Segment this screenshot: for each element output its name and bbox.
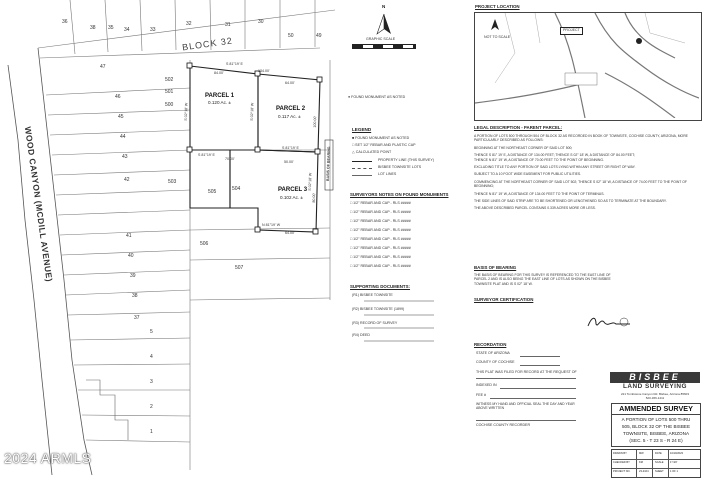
legal-paragraph-4: EXCLUDING TITLE TO ANY PORTION OF SAID LOTS LYING WITHIN ANY STREET OR RIGHT OF WAY. (474, 165, 636, 170)
legal-paragraph-7: THENCE N 81° 19' W, A DISTANCE OF 134.00 FEET TO THE POINT OF TERMINUS. (474, 191, 605, 196)
bearing-2: S 02°18' W (183, 102, 189, 121)
recordation-line-2: COUNTY OF COCHISE (476, 360, 515, 364)
legend-item-1: ■ FOUND MONUMENT AS NOTED (352, 136, 410, 140)
bearing-6: S 81°19' E (282, 146, 299, 150)
survey-desc-3: TOWNSITE, BISBEE, ARIZONA (622, 431, 690, 436)
north-arrow-icon (372, 12, 396, 38)
survey-desc-1: A PORTION OF LOTS 500 THRU (621, 417, 691, 422)
survey-title-box (611, 403, 701, 447)
distance-2: 84.00' (214, 71, 224, 75)
survey-note-5: □ 1/2" REBAR AND CAP - RLS ##### (350, 237, 411, 241)
lot-503: 503 (168, 179, 177, 185)
parcel-1-name: PARCEL 1 (205, 93, 235, 99)
basis-text: THE BASIS OF BEARING FOR THIS SURVEY IS REFERENCED TO THE EAST LINE OF PARCEL 2 AND IS ALSO BEING THE EAST LINE OF LOTS AS SHOWN ON THE BISBEE TOWNSITE PLAT AND IS S 02° 18' W. (474, 273, 611, 286)
project-location-title: PROJECT LOCATION (475, 4, 520, 9)
tb-r1-c1: DRAWN BY (613, 452, 627, 455)
west-lot-46: 46 (115, 94, 121, 100)
legal-paragraph-6: COMMENCING AT THE NORTHEAST CORNER OF SAID LOT 502; THENCE S 02° 18' W, A DISTANCE OF 74.00 FEET TO THE POINT OF BEGINNING; (474, 179, 687, 189)
tb-r1-c3: DATE (655, 452, 662, 455)
survey-note-8-text: 1/2" REBAR AND CAP - RLS ##### (353, 264, 411, 268)
recordation-title: RECORDATION (474, 342, 507, 347)
tb-r3-c3: SHEET (655, 470, 664, 473)
parcel-3-area: 0.102 Ac. ± (280, 195, 303, 200)
survey-note-6-text: 1/2" REBAR AND CAP - RLS ##### (353, 246, 411, 250)
top-lot-2: 34 (124, 27, 130, 33)
west-lot-2: 2 (150, 404, 153, 410)
parcel-2-name: PARCEL 2 (276, 106, 306, 112)
bearing-1: S 81°19' E (226, 62, 243, 66)
survey-note-7: □ 1/2" REBAR AND CAP - RLS ##### (350, 255, 411, 259)
tb-r2-c1: CHECKED BY (613, 461, 630, 464)
top-lot-1: 36 (62, 19, 68, 25)
tb-r1-c4: 10/10/2023 (670, 452, 683, 455)
legal-paragraph-9: THE ABOVE DESCRIBED PARCEL CONTAINS 0.339 ACRES MORE OR LESS. (474, 206, 596, 211)
bearing-7: S 02°18' W (307, 172, 313, 191)
survey-note-6: □ 1/2" REBAR AND CAP - RLS ##### (350, 246, 411, 250)
west-lot-43: 43 (122, 154, 128, 160)
parcel-2-boundary (258, 74, 320, 152)
lot-507: 507 (235, 265, 244, 271)
survey-note-8: □ 1/2" REBAR AND CAP - RLS ##### (350, 264, 411, 268)
bearing-4: S 02°18' W (249, 102, 255, 121)
legal-paragraph-8: THE SIDE LINES OF SAID STRIP ARE TO BE SHORTENED OR LENGTHENED SO AS TO TERMINATE AT THE BOUNDARY. (474, 199, 667, 204)
tb-r3-c1: PROJECT NO. (613, 470, 631, 473)
recordation-line-4: INDEXED IN (476, 383, 497, 387)
lot-500: 500 (165, 102, 174, 108)
top-lot-5: 31 (225, 22, 231, 28)
tb-r2-c3: SCALE (655, 461, 664, 464)
supporting-doc-2: (R2) BISBEE TOWNSITE (1899) (352, 307, 405, 311)
distance-10: 80.00' (311, 192, 317, 203)
survey-note-5-text: 1/2" REBAR AND CAP - RLS ##### (353, 237, 411, 241)
west-lot-37: 37 (134, 315, 140, 321)
graphic-scale-caption: GRAPHIC SCALE (366, 37, 396, 41)
supporting-doc-1: (R1) BISBEE TOWNSITE (352, 293, 393, 297)
parcel-1-boundary (190, 66, 258, 150)
survey-note-2-text: 1/2" REBAR AND CAP - RLS ##### (353, 210, 411, 214)
survey-note-4-text: 1/2" REBAR AND CAP - RLS ##### (353, 228, 411, 232)
top-lot-8: 30 (258, 19, 264, 25)
legend-item-2: □ SET 1/2" REBAR AND PLASTIC CAP (352, 143, 416, 147)
west-lot-38: 38 (132, 293, 138, 299)
survey-note-2: □ 1/2" REBAR AND CAP - RLS ##### (350, 210, 411, 214)
basis-title: BASIS OF BEARING (474, 265, 517, 270)
west-lot-3: 3 (150, 379, 153, 385)
west-lot-1: 1 (150, 429, 153, 435)
tb-r3-c2: 23-2104 (639, 470, 649, 473)
distance-5: 50.00' (284, 160, 294, 164)
recordation-line-6: WITNESS MY HAND AND OFFICIAL SEAL THE DAY AND YEAR ABOVE WRITTEN (476, 402, 575, 411)
recordation-line-1: STATE OF ARIZONA (476, 351, 510, 355)
graphic-scale-bar (352, 44, 416, 49)
not-to-scale: NOT TO SCALE (484, 35, 511, 39)
vicinity-map (475, 13, 699, 118)
bearing-5: N 81°19' W (262, 223, 281, 227)
top-lot-10: 49 (316, 33, 322, 39)
legal-paragraph-5: SUBJECT TO A 10 FOOT WIDE EASEMENT FOR PUBLIC UTILITIES. (474, 172, 582, 177)
watermark: 2024 ARMLS (4, 450, 92, 466)
distance-9: 100.00' (312, 115, 318, 128)
survey-note-3: □ 1/2" REBAR AND CAP - RLS ##### (350, 219, 411, 223)
survey-notes-title: SURVEYORS NOTES ON FOUND MONUMENTS (350, 192, 449, 197)
firm-name-1: BISBEE (610, 372, 700, 383)
distance-1: 134.00' (258, 69, 270, 73)
survey-note-4: □ 1/2" REBAR AND CAP - RLS ##### (350, 228, 411, 232)
west-lot-41: 41 (126, 233, 132, 239)
parcel-2-area: 0.117 Ac. ± (278, 114, 301, 119)
firm-address: 221 Tombstone Canyon Rd. Bisbee, Arizona 85603 (621, 392, 689, 396)
tb-r3-c4: 1 OF 1 (670, 470, 678, 473)
west-lot-4: 4 (150, 354, 153, 360)
block-label: BLOCK 32 (181, 35, 234, 53)
survey-note-1-text: 1/2" REBAR AND CAP - RLS ##### (353, 201, 411, 205)
survey-note-3-text: 1/2" REBAR AND CAP - RLS ##### (353, 219, 411, 223)
recordation-line-3: THIS PLAT WAS FILED FOR RECORD AT THE REQUEST OF (476, 370, 577, 374)
plat-map (0, 0, 345, 479)
recordation-line-5: FEE # (476, 393, 486, 397)
parcel-3-name: PARCEL 3 (278, 187, 308, 193)
west-lot-42: 42 (124, 177, 130, 183)
firm-name-2: LAND SURVEYING (622, 383, 688, 390)
legend-note: ● FOUND MONUMENT AS NOTED (348, 95, 406, 99)
signature-seal (586, 312, 634, 332)
top-lot-4: 32 (186, 21, 192, 27)
west-lot-44: 44 (120, 134, 126, 140)
recordation-line-7: COCHISE COUNTY RECORDER (476, 423, 531, 427)
legend-item-5: BISBEE TOWNSITE LOTS (378, 165, 422, 169)
tb-r2-c4: 1"=20' (670, 461, 678, 464)
top-lot-3: 33 (150, 27, 156, 33)
survey-desc-4: (SEC. 5 - T 23 S - R 24 E) (629, 438, 683, 443)
legend-item-3: △ CALCULATED POINT (352, 150, 392, 154)
tb-r2-c2: KM (639, 461, 643, 464)
west-lot-45: 45 (118, 114, 124, 120)
survey-desc-2: 505, BLOCK 32 OF THE BISBEE (621, 424, 691, 429)
supporting-doc-3: (R3) RECORD OF SURVEY (352, 321, 398, 325)
legend-item-1-label: FOUND MONUMENT AS NOTED (355, 136, 410, 140)
lot-501: 501 (165, 89, 174, 95)
legend-item-6: LOT LINES (378, 172, 397, 176)
certification-title: SURVEYOR CERTIFICATION (474, 297, 534, 302)
legal-paragraph-1: A PORTION OF LOTS 500 THROUGH 504 OF BLOCK 32 AS RECORDED IN BOOK OF TOWNSITE, COCHISE COUNTY, ARIZONA, MORE PARTICULARLY DESCRIBED AS FOLLOWS: (474, 134, 688, 143)
road-label: WOOD CANYON (MCDILL AVENUE) (22, 125, 55, 283)
top-lot-6: 38 (90, 25, 96, 31)
lot-505: 505 (208, 189, 217, 195)
supporting-docs-title: SUPPORTING DOCUMENTS: (350, 284, 411, 289)
vicinity-north-arrow-icon (489, 18, 501, 32)
firm-logo (610, 372, 700, 400)
distance-4: 70.00' (225, 157, 235, 161)
west-lot-47: 47 (100, 64, 106, 70)
west-lot-5: 5 (150, 329, 153, 335)
legal-description-body (474, 134, 700, 211)
bearing-3: S 81°19' E (198, 153, 215, 157)
legend-note-text: FOUND MONUMENT AS NOTED (351, 95, 406, 99)
top-lot-9: 50 (288, 33, 294, 39)
parcel-1-area: 0.120 Ac. ± (208, 100, 231, 105)
firm-phone: 520-366-1211 (645, 396, 665, 400)
legend-item-3-label: CALCULATED POINT (355, 150, 392, 154)
legend-item-4: PROPERTY LINE (THIS SURVEY) (378, 158, 434, 162)
distance-3: 64.00' (285, 81, 295, 85)
supporting-doc-4: (R4) DEED (352, 333, 370, 337)
title-block-table (611, 449, 701, 478)
top-lot-7: 35 (108, 25, 114, 31)
west-lot-40: 40 (128, 253, 134, 259)
legal-paragraph-3: THENCE S 81° 19' E, A DISTANCE OF 134.00 FEET; THENCE S 02° 18' W, A DISTANCE OF 84.00 FEET; THENCE N 81° 19' W, A DISTANCE OF 70.00 FEET TO THE POINT OF BEGINNING. (474, 153, 635, 162)
distance-6: 64.00' (285, 231, 295, 235)
legal-description-title: LEGAL DESCRIPTION - PARENT PARCEL: (474, 125, 563, 130)
west-lot-39: 39 (130, 273, 136, 279)
survey-title: AMMENDED SURVEY (612, 404, 700, 415)
lot-506: 506 (200, 241, 209, 247)
survey-note-1: □ 1/2" REBAR AND CAP - RLS ##### (350, 201, 411, 205)
legend-item-2-label: SET 1/2" REBAR AND PLASTIC CAP (355, 143, 416, 147)
lot-504: 504 (232, 186, 241, 192)
survey-note-7-text: 1/2" REBAR AND CAP - RLS ##### (353, 255, 411, 259)
tb-r1-c2: MW (639, 452, 644, 455)
basis-of-bearing-tag: BASIS OF BEARING (325, 146, 332, 182)
legal-paragraph-2: BEGINNING AT THE NORTHEAST CORNER OF SAID LOT 500; (474, 145, 573, 150)
project-tag: PROJECT (560, 27, 583, 35)
north-arrow-letter: N (382, 4, 386, 9)
lot-502: 502 (165, 77, 174, 83)
legend-title: LEGEND (352, 127, 372, 132)
